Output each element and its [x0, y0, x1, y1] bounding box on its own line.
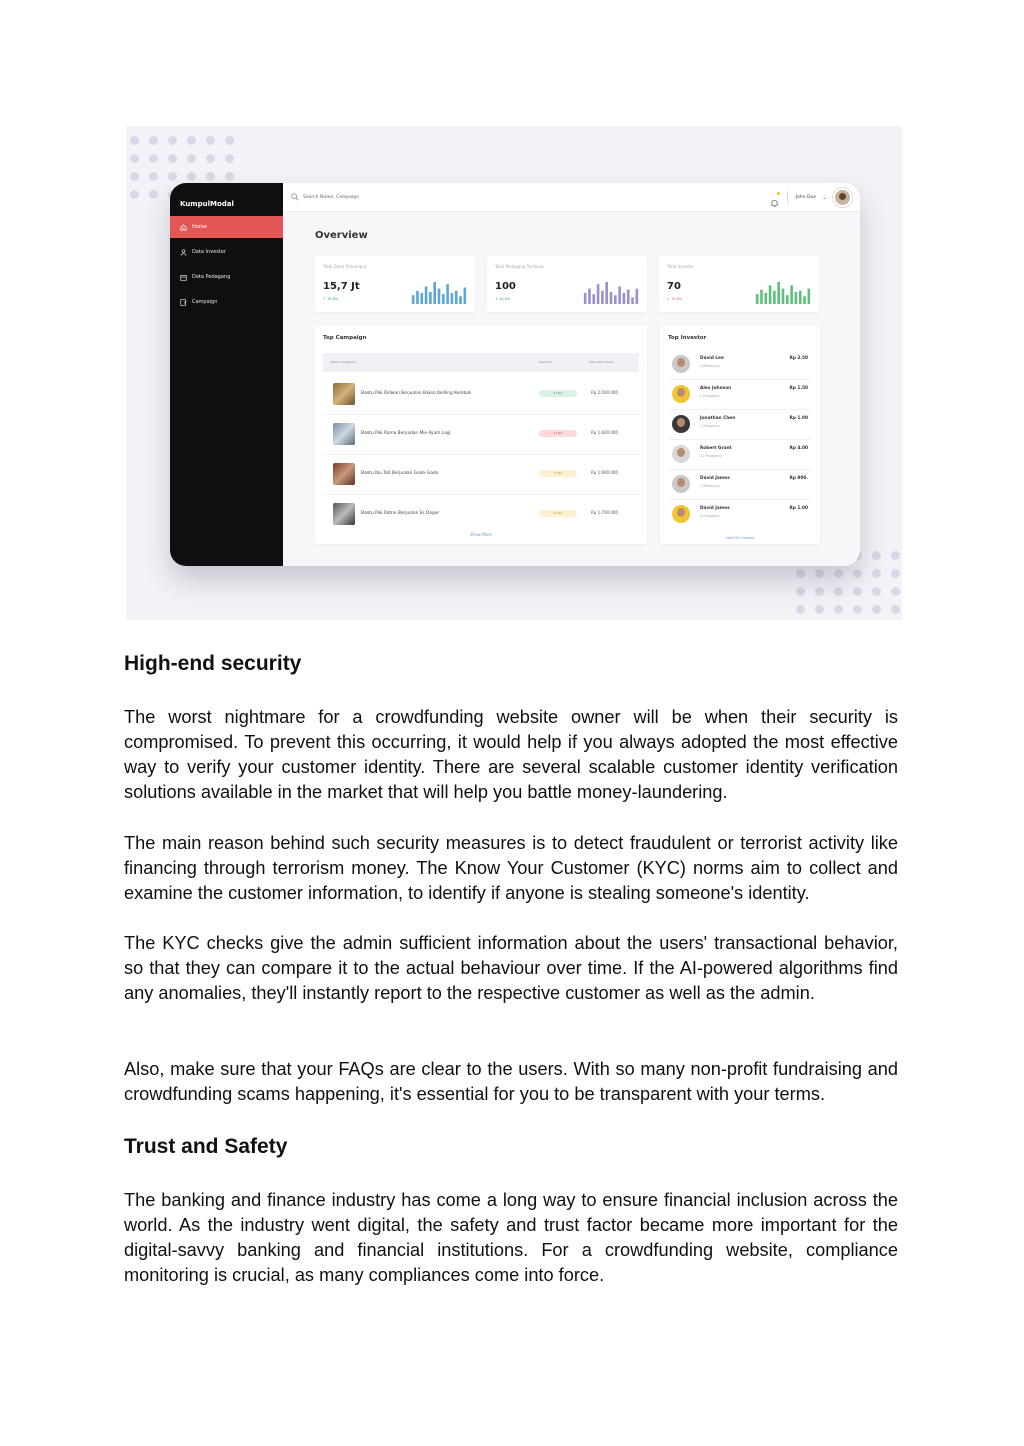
mini-bar — [416, 291, 419, 304]
list-item[interactable] — [668, 499, 812, 529]
investor-detail: 2 Pedagang — [700, 394, 720, 398]
table-row[interactable] — [323, 494, 639, 534]
dot — [815, 569, 824, 578]
panel-title: Top Campaign — [323, 335, 367, 341]
mini-bar — [438, 289, 441, 304]
dot — [187, 136, 196, 145]
paragraph: The banking and finance industry has come a long way to ensure financial inclusion across the world. As the industry went digital, the safety and trust factor became more important for the digital-savvy banking and financial institutions. For a crowdfunding website, compliance monitoring is crucial, as many compliances come into force. — [124, 1190, 898, 1285]
dot — [853, 569, 862, 578]
investor-detail: 6 Pedagang — [700, 514, 720, 518]
campaign-thumbnail — [333, 423, 355, 445]
investor-name: David James — [700, 506, 730, 511]
days-left-badge: 2 Hari — [539, 430, 577, 437]
dot — [130, 136, 139, 145]
user-icon — [180, 249, 187, 256]
mini-bar — [584, 293, 587, 304]
investor-amount: Rp 2.50 — [789, 356, 808, 361]
mini-bar — [592, 294, 595, 304]
mini-bar — [605, 282, 608, 304]
mini-bar — [459, 296, 462, 304]
paragraph: The worst nightmare for a crowdfunding website owner will be when their security is compromised. To prevent this occurring, it would help if you always adopted the most effective way to verify your customer identity. There are several scalable customer identity verification solutions available in the market that will help you battle money-laundering. — [124, 707, 898, 802]
mini-bar — [769, 285, 772, 304]
avatar[interactable] — [833, 188, 852, 207]
mini-bar — [425, 286, 428, 304]
list-item[interactable] — [668, 379, 812, 410]
column-header: Nama Campaign — [331, 360, 357, 364]
mini-bar — [420, 293, 423, 304]
mini-bar — [451, 293, 454, 304]
campaign-amount: Rp 1.700.000 — [591, 510, 618, 515]
dot — [130, 154, 139, 163]
mini-bar — [442, 294, 445, 304]
table-row[interactable] — [323, 414, 639, 455]
dot — [834, 569, 843, 578]
dot — [149, 154, 158, 163]
mini-bar — [614, 295, 617, 304]
sidebar-item-data-investor[interactable] — [170, 241, 283, 263]
mini-bar — [756, 294, 759, 304]
campaign-amount: Rp 2.000.000 — [591, 390, 618, 395]
mini-bar — [446, 284, 449, 304]
home-icon — [180, 224, 187, 231]
dot — [149, 190, 158, 199]
stat-trend: ↓ 10.6% — [667, 297, 683, 301]
view-all-link[interactable]: View All Investor — [725, 536, 755, 540]
chevron-down-icon[interactable]: ⌄ — [821, 193, 827, 201]
dot — [891, 587, 900, 596]
campaign-amount: Rp 1.600.000 — [591, 430, 618, 435]
dot — [168, 172, 177, 181]
search-icon — [291, 193, 299, 201]
days-left-badge: 3 Hari — [539, 470, 577, 477]
list-item[interactable] — [668, 469, 812, 500]
dot — [149, 136, 158, 145]
investor-name: David James — [700, 476, 730, 481]
mini-bar — [429, 292, 432, 304]
mini-bar — [782, 289, 785, 304]
mini-bar — [760, 290, 763, 304]
mini-bar-chart — [583, 282, 639, 304]
investor-name: Alex Johnson — [700, 386, 732, 391]
dot — [130, 172, 139, 181]
mini-bar — [433, 282, 436, 304]
stat-trend: ↑ 10.6% — [323, 297, 339, 301]
stat-value: 100 — [495, 281, 516, 292]
notification-dot — [777, 192, 780, 195]
hero-dashboard-image — [126, 126, 902, 620]
mini-bar — [627, 290, 630, 304]
avatar-face — [677, 508, 685, 517]
mini-bar — [412, 295, 415, 304]
paragraph: Also, make sure that your FAQs are clear to the users. With so many non-profit fundraising and crowdfunding scams happening, it's essential for you to be transparent with your terms. — [124, 1059, 898, 1104]
list-item[interactable] — [668, 349, 812, 380]
stat-label: Total Pedagang Terdanai — [495, 264, 544, 269]
mini-bar — [464, 288, 467, 305]
dot — [872, 551, 881, 560]
mini-bar — [764, 293, 767, 304]
table-row[interactable] — [323, 454, 639, 495]
mini-bar — [631, 297, 634, 304]
mini-bar — [636, 289, 639, 304]
avatar — [672, 415, 690, 433]
campaign-name: Bantu Pak Ridwan Berjualan Bakso Keliling Kembali — [361, 391, 472, 396]
dot — [168, 154, 177, 163]
paragraph: The KYC checks give the admin sufficient information about the users' transactional behavior, so that they can compare it to the actual behaviour over time. If the AI-powered algorithms find any anomalies, they'll instantly report to the respective customer as well as the admin. — [124, 933, 898, 1003]
dot — [815, 587, 824, 596]
mini-bar — [786, 295, 789, 304]
section-heading: Trust and Safety — [124, 1135, 288, 1158]
mini-bar — [455, 291, 458, 304]
dot — [834, 605, 843, 614]
dot — [187, 172, 196, 181]
campaign-name: Bantu Ibu Tati Berjualan Gado-Gado — [361, 471, 439, 476]
mini-bar — [618, 286, 621, 304]
stat-card — [315, 256, 475, 312]
main-content — [283, 183, 860, 566]
campaign-name: Bantu Pak Rama Berjualan Mie Ayam Lagi — [361, 431, 451, 436]
avatar — [672, 445, 690, 463]
dot — [834, 587, 843, 596]
mini-bar — [777, 282, 780, 304]
divider — [787, 191, 788, 203]
investor-name: Robert Grant — [700, 446, 732, 451]
sidebar-item-label: Data Pedagang — [192, 274, 231, 280]
dot — [187, 154, 196, 163]
investor-detail: 22 Pedagang — [700, 454, 722, 458]
stat-label: Total Investor — [667, 264, 694, 269]
investor-detail: 5 Pedagang — [700, 364, 720, 368]
dot — [815, 605, 824, 614]
campaign-name: Bantu Pak Ratno Berjualan Es Doger — [361, 511, 440, 516]
investor-detail: 2 Pedagang — [700, 424, 720, 428]
mini-bar — [790, 285, 793, 304]
dot — [891, 569, 900, 578]
table-header — [323, 353, 639, 372]
dot — [130, 190, 139, 199]
store-icon — [180, 274, 187, 281]
investor-amount: Rp 1.00 — [789, 416, 808, 421]
investor-amount: Rp 900. — [789, 476, 808, 481]
investor-amount: Rp 1.50 — [789, 386, 808, 391]
mini-bar-chart — [411, 282, 467, 304]
top-campaign-panel — [315, 326, 647, 544]
dot — [872, 605, 881, 614]
mini-bar — [610, 292, 613, 304]
avatar-face — [677, 418, 685, 427]
mini-bar — [795, 292, 798, 304]
days-left-badge: 4 Hari — [539, 510, 577, 517]
dot — [891, 551, 900, 560]
avatar — [672, 385, 690, 403]
campaign-thumbnail — [333, 463, 355, 485]
days-left-badge: 6 Hari — [539, 390, 577, 397]
campaign-thumbnail — [333, 383, 355, 405]
dot — [225, 136, 234, 145]
stat-card — [659, 256, 819, 312]
avatar-face — [677, 448, 685, 457]
show-more-link[interactable]: Show More — [470, 532, 492, 537]
campaign-thumbnail — [333, 503, 355, 525]
investor-amount: Rp 1.00 — [789, 506, 808, 511]
table-row[interactable] — [323, 374, 639, 415]
avatar — [672, 505, 690, 523]
dot — [853, 587, 862, 596]
stat-label: Total Dana Terkumpul — [323, 264, 367, 269]
dot — [149, 172, 158, 181]
mini-bar — [601, 291, 604, 304]
mini-bar — [803, 296, 806, 304]
dot — [225, 154, 234, 163]
stat-trend: ↑ 10.6% — [495, 297, 511, 301]
mini-bar — [588, 289, 591, 304]
sidebar-item-label: Home — [192, 224, 207, 230]
topbar — [283, 183, 860, 212]
stat-value: 15,7 Jt — [323, 281, 360, 292]
avatar-face — [677, 358, 685, 367]
top-investor-panel — [660, 326, 820, 544]
dot — [891, 605, 900, 614]
avatar-face — [677, 388, 685, 397]
dot — [872, 587, 881, 596]
stat-value: 70 — [667, 281, 681, 292]
investor-name: David Lee — [700, 356, 724, 361]
dot — [225, 172, 234, 181]
dashboard-mockup — [170, 183, 860, 566]
sidebar-item-data-pedagang[interactable] — [170, 266, 283, 288]
dot — [206, 154, 215, 163]
dot — [206, 136, 215, 145]
sidebar-item-campaign[interactable] — [170, 291, 283, 313]
mini-bar — [623, 293, 626, 304]
investor-name: Jonathan Chen — [700, 416, 736, 421]
campaign-amount: Rp 1.900.000 — [591, 470, 618, 475]
sidebar-item-label: Data Investor — [192, 249, 226, 255]
mini-bar — [799, 291, 802, 304]
dot — [853, 605, 862, 614]
investor-detail: 2 Pedagang — [700, 484, 720, 488]
page-title: Overview — [315, 230, 368, 241]
panel-title: Top Investor — [668, 335, 707, 341]
mini-bar — [597, 284, 600, 304]
mini-bar — [808, 289, 811, 304]
sidebar — [170, 183, 283, 566]
brand-logo: KumpulModal — [180, 200, 234, 208]
dot — [796, 569, 805, 578]
dot — [206, 172, 215, 181]
dot — [872, 569, 881, 578]
list-item[interactable] — [668, 439, 812, 470]
dot — [168, 136, 177, 145]
mini-bar — [773, 291, 776, 304]
search-input[interactable]: Search Name, Campaign — [303, 194, 359, 200]
campaign-icon — [180, 299, 187, 306]
mini-bar-chart — [755, 282, 811, 304]
dot — [796, 605, 805, 614]
avatar — [672, 475, 690, 493]
section-heading: High-end security — [124, 652, 302, 675]
bell-icon[interactable] — [770, 193, 779, 202]
user-name[interactable]: John Doe — [795, 194, 816, 200]
avatar — [672, 355, 690, 373]
avatar-face — [677, 478, 685, 487]
sidebar-item-home[interactable] — [170, 216, 283, 238]
sidebar-item-label: Campaign — [192, 299, 218, 305]
column-header: Dana Terkumpul — [589, 360, 614, 364]
column-header: Sisa Hari — [539, 360, 553, 364]
stat-card — [487, 256, 647, 312]
investor-amount: Rp 4.00 — [789, 446, 808, 451]
list-item[interactable] — [668, 409, 812, 440]
dot — [796, 587, 805, 596]
paragraph: The main reason behind such security measures is to detect fraudulent or terrorist activity like financing through terrorism money. The Know Your Customer (KYC) norms aim to collect and examine the customer information, to identify if anyone is stealing someone's identity. — [124, 833, 898, 903]
